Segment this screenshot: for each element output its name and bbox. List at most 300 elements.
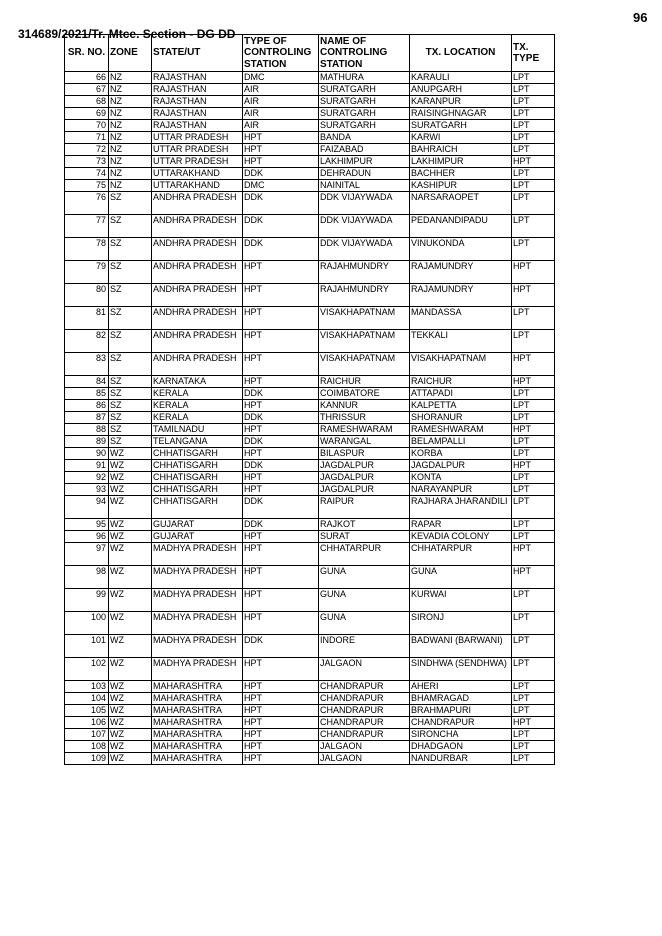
- cell-zone: SZ: [109, 238, 152, 261]
- cell-sr-no: 88: [65, 424, 109, 436]
- cell-tx-type: LPT: [512, 108, 555, 120]
- cell-state: GUJARAT: [152, 519, 243, 531]
- cell-state: KERALA: [152, 412, 243, 424]
- table-row: [65, 448, 555, 460]
- cell-state: CHHATISGARH: [152, 472, 243, 484]
- table-row: [65, 658, 555, 681]
- cell-type-of-controlling-station: AIR: [243, 84, 319, 96]
- cell-zone: WZ: [109, 729, 152, 741]
- cell-state: UTTARAKHAND: [152, 180, 243, 192]
- table-row: [65, 144, 555, 156]
- cell-type-of-controlling-station: DDK: [243, 519, 319, 531]
- cell-zone: SZ: [109, 215, 152, 238]
- table-row: [65, 717, 555, 729]
- cell-name-of-controlling-station: RAJAHMUNDRY: [319, 261, 410, 284]
- cell-name-of-controlling-station: RAJAHMUNDRY: [319, 284, 410, 307]
- table-row: [65, 132, 555, 144]
- cell-tx-location: BRAHMAPURI: [410, 705, 512, 717]
- table-row: [65, 108, 555, 120]
- cell-tx-type: LPT: [512, 436, 555, 448]
- cell-sr-no: 100: [65, 612, 109, 635]
- cell-state: RAJASTHAN: [152, 96, 243, 108]
- cell-state: RAJASTHAN: [152, 84, 243, 96]
- cell-name-of-controlling-station: COIMBATORE: [319, 388, 410, 400]
- cell-name-of-controlling-station: RAMESHWARAM: [319, 424, 410, 436]
- cell-tx-type: LPT: [512, 589, 555, 612]
- cell-tx-location: RAMESHWARAM: [410, 424, 512, 436]
- cell-name-of-controlling-station: BANDA: [319, 132, 410, 144]
- cell-name-of-controlling-station: MATHURA: [319, 72, 410, 84]
- cell-name-of-controlling-station: SURATGARH: [319, 96, 410, 108]
- cell-tx-type: LPT: [512, 144, 555, 156]
- cell-tx-type: LPT: [512, 412, 555, 424]
- cell-name-of-controlling-station: CHANDRAPUR: [319, 729, 410, 741]
- cell-tx-location: TEKKALI: [410, 330, 512, 353]
- cell-type-of-controlling-station: DDK: [243, 496, 319, 519]
- cell-tx-type: HPT: [512, 284, 555, 307]
- cell-state: ANDHRA PRADESH: [152, 307, 243, 330]
- cell-type-of-controlling-station: HPT: [243, 741, 319, 753]
- header-type-of-controlling-station: TYPE OF CONTROLING STATION: [243, 35, 319, 72]
- cell-zone: SZ: [109, 436, 152, 448]
- cell-zone: NZ: [109, 108, 152, 120]
- cell-state: MAHARASHTRA: [152, 705, 243, 717]
- cell-state: MADHYA PRADESH: [152, 566, 243, 589]
- table-row: [65, 496, 555, 519]
- cell-sr-no: 68: [65, 96, 109, 108]
- table-row: [65, 566, 555, 589]
- cell-state: MAHARASHTRA: [152, 717, 243, 729]
- cell-tx-location: KORBA: [410, 448, 512, 460]
- cell-zone: SZ: [109, 261, 152, 284]
- table-row: [65, 261, 555, 284]
- header-tx-type: TX. TYPE: [512, 35, 555, 72]
- file-reference: [18, 27, 235, 41]
- table-row: [65, 168, 555, 180]
- cell-tx-type: LPT: [512, 330, 555, 353]
- cell-name-of-controlling-station: CHANDRAPUR: [319, 681, 410, 693]
- cell-tx-type: LPT: [512, 635, 555, 658]
- cell-tx-type: HPT: [512, 566, 555, 589]
- cell-sr-no: 80: [65, 284, 109, 307]
- cell-type-of-controlling-station: HPT: [243, 612, 319, 635]
- cell-tx-type: HPT: [512, 424, 555, 436]
- cell-state: MAHARASHTRA: [152, 729, 243, 741]
- cell-sr-no: 99: [65, 589, 109, 612]
- cell-zone: WZ: [109, 693, 152, 705]
- cell-type-of-controlling-station: DDK: [243, 412, 319, 424]
- cell-tx-location: VINUKONDA: [410, 238, 512, 261]
- cell-tx-type: HPT: [512, 543, 555, 566]
- cell-state: UTTAR PRADESH: [152, 132, 243, 144]
- cell-name-of-controlling-station: SURATGARH: [319, 108, 410, 120]
- cell-zone: SZ: [109, 388, 152, 400]
- cell-name-of-controlling-station: JAGDALPUR: [319, 460, 410, 472]
- cell-state: UTTARAKHAND: [152, 168, 243, 180]
- cell-zone: WZ: [109, 448, 152, 460]
- cell-sr-no: 104: [65, 693, 109, 705]
- cell-zone: WZ: [109, 460, 152, 472]
- table-row: [65, 238, 555, 261]
- cell-type-of-controlling-station: HPT: [243, 144, 319, 156]
- cell-zone: WZ: [109, 741, 152, 753]
- cell-state: MADHYA PRADESH: [152, 543, 243, 566]
- cell-sr-no: 79: [65, 261, 109, 284]
- cell-type-of-controlling-station: DMC: [243, 72, 319, 84]
- cell-tx-type: LPT: [512, 693, 555, 705]
- cell-tx-location: MANDASSA: [410, 307, 512, 330]
- cell-type-of-controlling-station: HPT: [243, 424, 319, 436]
- header-name-of-controlling-station: NAME OF CONTROLING STATION: [319, 35, 410, 72]
- table-row: [65, 180, 555, 192]
- cell-sr-no: 96: [65, 531, 109, 543]
- cell-name-of-controlling-station: CHANDRAPUR: [319, 693, 410, 705]
- cell-sr-no: 91: [65, 460, 109, 472]
- cell-state: UTTAR PRADESH: [152, 156, 243, 168]
- header-zone: ZONE: [109, 35, 152, 72]
- cell-sr-no: 101: [65, 635, 109, 658]
- cell-sr-no: 93: [65, 484, 109, 496]
- cell-name-of-controlling-station: VISAKHAPATNAM: [319, 307, 410, 330]
- cell-tx-location: BELAMPALLI: [410, 436, 512, 448]
- cell-tx-location: RAICHUR: [410, 376, 512, 388]
- table-row: [65, 484, 555, 496]
- table-row: [65, 96, 555, 108]
- cell-tx-type: LPT: [512, 612, 555, 635]
- cell-name-of-controlling-station: GUNA: [319, 612, 410, 635]
- cell-type-of-controlling-station: HPT: [243, 484, 319, 496]
- cell-tx-type: LPT: [512, 531, 555, 543]
- table-body: [65, 72, 555, 765]
- cell-name-of-controlling-station: BILASPUR: [319, 448, 410, 460]
- cell-name-of-controlling-station: SURAT: [319, 531, 410, 543]
- table-row: [65, 472, 555, 484]
- cell-tx-type: LPT: [512, 753, 555, 765]
- cell-name-of-controlling-station: CHANDRAPUR: [319, 717, 410, 729]
- cell-sr-no: 75: [65, 180, 109, 192]
- cell-zone: NZ: [109, 96, 152, 108]
- cell-tx-location: BHAMRAGAD: [410, 693, 512, 705]
- cell-tx-location: BAHRAICH: [410, 144, 512, 156]
- cell-zone: WZ: [109, 531, 152, 543]
- cell-tx-location: RAJAMUNDRY: [410, 261, 512, 284]
- cell-tx-type: LPT: [512, 681, 555, 693]
- cell-sr-no: 78: [65, 238, 109, 261]
- cell-type-of-controlling-station: DDK: [243, 460, 319, 472]
- table-row: [65, 612, 555, 635]
- cell-tx-location: BACHHER: [410, 168, 512, 180]
- cell-tx-type: LPT: [512, 84, 555, 96]
- cell-state: CHHATISGARH: [152, 484, 243, 496]
- cell-tx-location: AHERI: [410, 681, 512, 693]
- cell-zone: WZ: [109, 519, 152, 531]
- cell-tx-type: LPT: [512, 120, 555, 132]
- cell-zone: WZ: [109, 705, 152, 717]
- cell-type-of-controlling-station: DMC: [243, 180, 319, 192]
- cell-tx-location: KARWI: [410, 132, 512, 144]
- cell-state: MAHARASHTRA: [152, 753, 243, 765]
- cell-name-of-controlling-station: THRISSUR: [319, 412, 410, 424]
- cell-tx-location: KURWAI: [410, 589, 512, 612]
- cell-tx-location: RAPAR: [410, 519, 512, 531]
- cell-tx-location: SURATGARH: [410, 120, 512, 132]
- cell-name-of-controlling-station: WARANGAL: [319, 436, 410, 448]
- cell-tx-location: CHANDRAPUR: [410, 717, 512, 729]
- cell-tx-location: KALPETTA: [410, 400, 512, 412]
- cell-state: RAJASTHAN: [152, 108, 243, 120]
- cell-sr-no: 87: [65, 412, 109, 424]
- cell-tx-type: HPT: [512, 460, 555, 472]
- cell-tx-location: KASHIPUR: [410, 180, 512, 192]
- header-tx-location: TX. LOCATION: [410, 35, 512, 72]
- cell-sr-no: 72: [65, 144, 109, 156]
- cell-tx-type: LPT: [512, 96, 555, 108]
- cell-type-of-controlling-station: HPT: [243, 531, 319, 543]
- table-row: [65, 741, 555, 753]
- cell-sr-no: 103: [65, 681, 109, 693]
- cell-tx-location: LAKHIMPUR: [410, 156, 512, 168]
- cell-zone: WZ: [109, 472, 152, 484]
- cell-name-of-controlling-station: FAIZABAD: [319, 144, 410, 156]
- table-row: [65, 388, 555, 400]
- cell-sr-no: 74: [65, 168, 109, 180]
- cell-tx-location: VISAKHAPATNAM: [410, 353, 512, 376]
- cell-tx-type: LPT: [512, 388, 555, 400]
- cell-tx-type: HPT: [512, 261, 555, 284]
- cell-tx-location: CHHATARPUR: [410, 543, 512, 566]
- cell-state: RAJASTHAN: [152, 72, 243, 84]
- cell-zone: WZ: [109, 543, 152, 566]
- cell-name-of-controlling-station: DDK VIJAYWADA: [319, 215, 410, 238]
- cell-sr-no: 106: [65, 717, 109, 729]
- table-row: [65, 681, 555, 693]
- cell-name-of-controlling-station: JAGDALPUR: [319, 484, 410, 496]
- cell-tx-type: LPT: [512, 238, 555, 261]
- cell-type-of-controlling-station: HPT: [243, 705, 319, 717]
- cell-tx-location: NANDURBAR: [410, 753, 512, 765]
- cell-zone: SZ: [109, 424, 152, 436]
- table-row: [65, 543, 555, 566]
- cell-tx-location: JAGDALPUR: [410, 460, 512, 472]
- cell-zone: WZ: [109, 566, 152, 589]
- cell-zone: WZ: [109, 658, 152, 681]
- cell-sr-no: 108: [65, 741, 109, 753]
- cell-sr-no: 85: [65, 388, 109, 400]
- cell-tx-type: LPT: [512, 307, 555, 330]
- cell-tx-type: LPT: [512, 658, 555, 681]
- cell-state: CHHATISGARH: [152, 460, 243, 472]
- cell-type-of-controlling-station: DDK: [243, 388, 319, 400]
- cell-tx-type: HPT: [512, 717, 555, 729]
- cell-type-of-controlling-station: HPT: [243, 156, 319, 168]
- cell-type-of-controlling-station: HPT: [243, 132, 319, 144]
- cell-sr-no: 109: [65, 753, 109, 765]
- cell-type-of-controlling-station: HPT: [243, 472, 319, 484]
- table-row: [65, 400, 555, 412]
- cell-type-of-controlling-station: HPT: [243, 543, 319, 566]
- cell-tx-type: HPT: [512, 376, 555, 388]
- cell-zone: SZ: [109, 284, 152, 307]
- cell-zone: SZ: [109, 400, 152, 412]
- cell-tx-location: NARAYANPUR: [410, 484, 512, 496]
- cell-type-of-controlling-station: DDK: [243, 436, 319, 448]
- table-row: [65, 519, 555, 531]
- cell-tx-location: KEVADIA COLONY: [410, 531, 512, 543]
- cell-type-of-controlling-station: HPT: [243, 330, 319, 353]
- cell-name-of-controlling-station: CHANDRAPUR: [319, 705, 410, 717]
- cell-zone: SZ: [109, 412, 152, 424]
- cell-tx-type: LPT: [512, 472, 555, 484]
- table-row: [65, 353, 555, 376]
- cell-name-of-controlling-station: SURATGARH: [319, 84, 410, 96]
- cell-tx-location: RAISINGHNAGAR: [410, 108, 512, 120]
- cell-tx-type: LPT: [512, 729, 555, 741]
- cell-zone: NZ: [109, 84, 152, 96]
- cell-name-of-controlling-station: DDK VIJAYWADA: [319, 192, 410, 215]
- cell-sr-no: 69: [65, 108, 109, 120]
- cell-zone: SZ: [109, 353, 152, 376]
- cell-name-of-controlling-station: KANNUR: [319, 400, 410, 412]
- cell-zone: WZ: [109, 496, 152, 519]
- table-row: [65, 376, 555, 388]
- cell-zone: SZ: [109, 376, 152, 388]
- cell-name-of-controlling-station: RAIPUR: [319, 496, 410, 519]
- table-row: [65, 705, 555, 717]
- cell-sr-no: 105: [65, 705, 109, 717]
- cell-name-of-controlling-station: RAICHUR: [319, 376, 410, 388]
- cell-state: ANDHRA PRADESH: [152, 330, 243, 353]
- cell-name-of-controlling-station: GUNA: [319, 589, 410, 612]
- cell-state: MAHARASHTRA: [152, 741, 243, 753]
- cell-name-of-controlling-station: GUNA: [319, 566, 410, 589]
- cell-sr-no: 86: [65, 400, 109, 412]
- cell-tx-type: LPT: [512, 72, 555, 84]
- cell-state: MADHYA PRADESH: [152, 658, 243, 681]
- table-row: [65, 330, 555, 353]
- cell-type-of-controlling-station: HPT: [243, 729, 319, 741]
- transmitter-table: [64, 34, 555, 765]
- cell-state: TAMILNADU: [152, 424, 243, 436]
- cell-type-of-controlling-station: DDK: [243, 635, 319, 658]
- cell-type-of-controlling-station: DDK: [243, 192, 319, 215]
- table-row: [65, 424, 555, 436]
- table-row: [65, 120, 555, 132]
- cell-name-of-controlling-station: CHHATARPUR: [319, 543, 410, 566]
- header-state: STATE/UT: [152, 35, 243, 72]
- cell-zone: NZ: [109, 156, 152, 168]
- cell-tx-type: LPT: [512, 741, 555, 753]
- cell-tx-location: DHADGAON: [410, 741, 512, 753]
- cell-type-of-controlling-station: DDK: [243, 238, 319, 261]
- cell-sr-no: 73: [65, 156, 109, 168]
- cell-sr-no: 70: [65, 120, 109, 132]
- cell-zone: WZ: [109, 717, 152, 729]
- cell-type-of-controlling-station: AIR: [243, 120, 319, 132]
- cell-type-of-controlling-station: HPT: [243, 261, 319, 284]
- cell-tx-type: LPT: [512, 705, 555, 717]
- cell-tx-type: HPT: [512, 353, 555, 376]
- cell-name-of-controlling-station: NAINITAL: [319, 180, 410, 192]
- cell-tx-location: ATTAPADI: [410, 388, 512, 400]
- cell-sr-no: 76: [65, 192, 109, 215]
- cell-sr-no: 89: [65, 436, 109, 448]
- table-row: [65, 753, 555, 765]
- cell-tx-location: ANUPGARH: [410, 84, 512, 96]
- cell-type-of-controlling-station: HPT: [243, 693, 319, 705]
- cell-state: KERALA: [152, 388, 243, 400]
- cell-type-of-controlling-station: HPT: [243, 566, 319, 589]
- cell-zone: NZ: [109, 180, 152, 192]
- cell-state: MADHYA PRADESH: [152, 635, 243, 658]
- cell-tx-location: NARSARAOPET: [410, 192, 512, 215]
- cell-tx-type: LPT: [512, 448, 555, 460]
- cell-state: ANDHRA PRADESH: [152, 215, 243, 238]
- cell-sr-no: 66: [65, 72, 109, 84]
- cell-tx-location: BADWANI (BARWANI): [410, 635, 512, 658]
- cell-zone: SZ: [109, 307, 152, 330]
- cell-state: ANDHRA PRADESH: [152, 353, 243, 376]
- cell-sr-no: 102: [65, 658, 109, 681]
- cell-state: UTTAR PRADESH: [152, 144, 243, 156]
- cell-zone: NZ: [109, 168, 152, 180]
- cell-state: GUJARAT: [152, 531, 243, 543]
- cell-tx-location: RAJAMUNDRY: [410, 284, 512, 307]
- cell-sr-no: 82: [65, 330, 109, 353]
- cell-type-of-controlling-station: AIR: [243, 108, 319, 120]
- cell-name-of-controlling-station: INDORE: [319, 635, 410, 658]
- file-reference-number: 314689/2021/: [18, 27, 92, 41]
- cell-zone: WZ: [109, 612, 152, 635]
- cell-tx-type: LPT: [512, 519, 555, 531]
- cell-tx-type: LPT: [512, 215, 555, 238]
- cell-name-of-controlling-station: DEHRADUN: [319, 168, 410, 180]
- cell-state: ANDHRA PRADESH: [152, 261, 243, 284]
- page-number: 96: [633, 10, 648, 25]
- cell-type-of-controlling-station: HPT: [243, 307, 319, 330]
- cell-type-of-controlling-station: HPT: [243, 284, 319, 307]
- cell-name-of-controlling-station: VISAKHAPATNAM: [319, 330, 410, 353]
- cell-tx-location: SIRONCHA: [410, 729, 512, 741]
- cell-sr-no: 92: [65, 472, 109, 484]
- cell-tx-type: LPT: [512, 484, 555, 496]
- table-row: [65, 460, 555, 472]
- cell-tx-location: KARAULI: [410, 72, 512, 84]
- table-row: [65, 412, 555, 424]
- cell-state: MAHARASHTRA: [152, 693, 243, 705]
- table-row: [65, 284, 555, 307]
- cell-name-of-controlling-station: JAGDALPUR: [319, 472, 410, 484]
- cell-zone: NZ: [109, 72, 152, 84]
- cell-type-of-controlling-station: HPT: [243, 376, 319, 388]
- table-row: [65, 531, 555, 543]
- cell-tx-location: KARANPUR: [410, 96, 512, 108]
- cell-state: MADHYA PRADESH: [152, 589, 243, 612]
- file-reference-section: Tr. Mtce. Section - DG DD: [91, 27, 236, 41]
- cell-sr-no: 97: [65, 543, 109, 566]
- cell-sr-no: 84: [65, 376, 109, 388]
- table-row: [65, 156, 555, 168]
- table-row: [65, 589, 555, 612]
- table-row: [65, 192, 555, 215]
- cell-type-of-controlling-station: HPT: [243, 400, 319, 412]
- cell-tx-location: SHORANUR: [410, 412, 512, 424]
- cell-tx-location: PEDANANDIPADU: [410, 215, 512, 238]
- cell-tx-type: LPT: [512, 192, 555, 215]
- table-row: [65, 307, 555, 330]
- cell-name-of-controlling-station: LAKHIMPUR: [319, 156, 410, 168]
- cell-sr-no: 90: [65, 448, 109, 460]
- cell-type-of-controlling-station: DDK: [243, 215, 319, 238]
